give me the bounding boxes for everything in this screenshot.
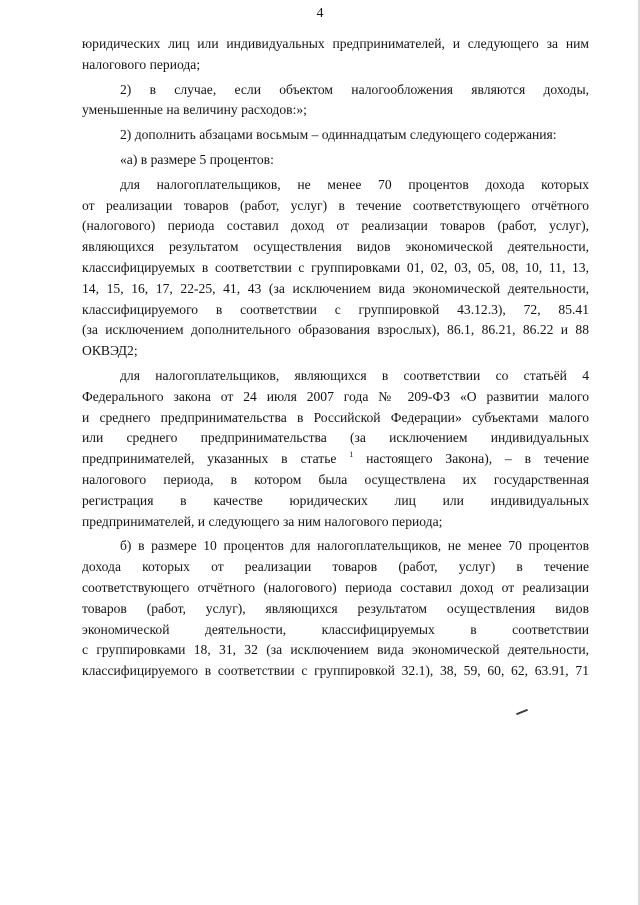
text-line: или среднего предпринимательства (за исключением индивидуальных [82,430,589,446]
text-line: классифицируемого в соответствии с группировкой 32.1), 38, 59, 60, 62, 63.91, 71 [82,663,589,679]
paragraph-3 [82,125,589,146]
text-line: 2) дополнить абзацами восьмым – одиннадцатым следующего содержания: [120,127,557,143]
text-line: (за исключением дополнительного образования взрослых), 86.1, 86.21, 86.22 и 88 [82,322,589,338]
text-line: соответствующего отчётного (налогового) периода составил доход от реализации [82,579,589,595]
text-line: «а) в размере 5 процентов: [120,151,274,167]
text-line: товаров (работ, услуг), являющихся результатом осуществления видов [82,600,589,616]
text-line [82,449,589,470]
text-line: б) в размере 10 процентов для налогоплательщиков, не менее 70 процентов [120,538,589,554]
text-line: Федерального закона от 24 июля 2007 года № 209-ФЗ «О развитии малого [82,388,589,404]
text-line: регистрация в качестве юридических лиц или индивидуальных [82,492,589,508]
paragraph-5 [82,175,589,362]
text-line: 2) в случае, если объектом налогообложения являются доходы, [120,81,589,97]
paragraph-6 [82,366,589,532]
footnote-superscript: 1 [349,450,354,460]
text-line: налогового периода; [82,56,201,72]
text-line: для налогоплательщиков, не менее 70 процентов дохода которых [120,176,589,192]
text-line: являющихся результатом осуществления видов экономической деятельности, [82,239,589,255]
text-line: для налогоплательщиков, являющихся в соответствии со статьёй 4 [120,367,589,383]
text-line: от реализации товаров (работ, услуг) в течение соответствующего отчётного [82,197,589,213]
text-line-start: предпринимателей, указанных в статье [82,451,350,467]
paragraph-4 [82,150,589,171]
text-line-end: настоящего Закона), – в течение [353,451,589,467]
document-body [82,34,589,686]
text-line: классифицируемых в соответствии с группировками 01, 02, 03, 05, 08, 10, 11, 13, [82,259,589,275]
paragraph-2 [82,80,589,122]
text-line: (налогового) периода составил доход от реализации товаров (работ, услуг), [82,218,589,234]
paragraph-1 [82,34,589,76]
paragraph-7 [82,536,589,682]
text-line: предпринимателей, и следующего за ним налогового периода; [82,513,443,529]
text-line: уменьшенные на величину расходов:»; [82,102,307,118]
page-number: 4 [316,6,324,21]
text-line: юридических лиц или индивидуальных предпринимателей, и следующего за ним [82,36,589,51]
text-line: и среднего предпринимательства в Российской Федерации» субъектами малого [82,409,589,425]
text-line: дохода которых от реализации товаров (работ, услуг) в течение [82,559,589,575]
text-line: экономической деятельности, классифицируемых в соответствии [82,621,589,637]
text-line: 14, 15, 16, 17, 22-25, 41, 43 (за исключением вида экономической деятельности, [82,280,589,296]
text-line: ОКВЭД2; [82,343,138,359]
text-line: классифицируемого в соответствии с группировкой 43.12.3), 72, 85.41 [82,301,589,317]
text-line: с группировками 18, 31, 32 (за исключением вида экономической деятельности, [82,642,589,658]
scan-mark [516,709,528,715]
text-line: налогового периода, в котором была осуществлена их государственная [82,471,589,487]
